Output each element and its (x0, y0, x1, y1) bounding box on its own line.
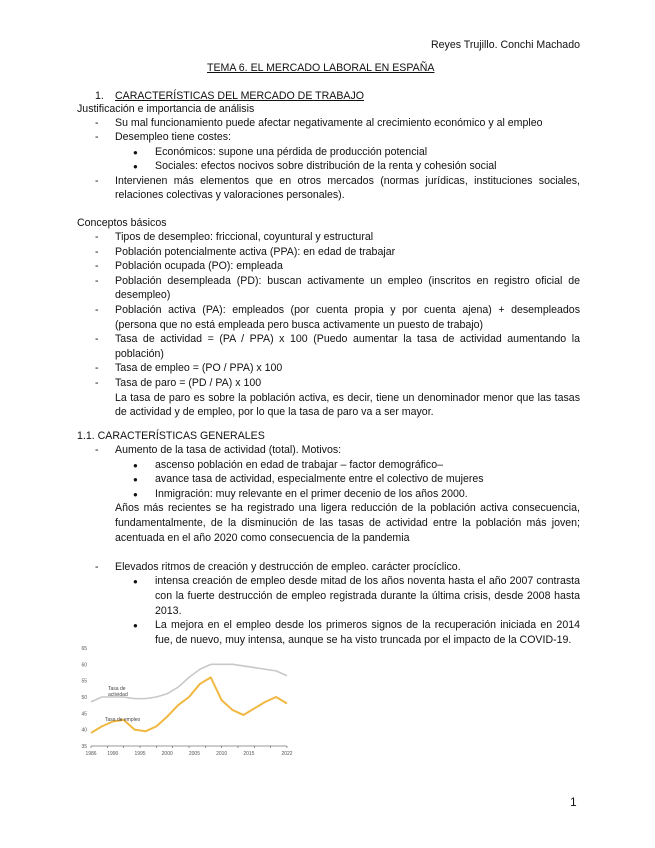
dash-bullet: - (95, 131, 99, 143)
concept-line: (persona que no está empleada pero busca activamente un puesto de trabajo) (115, 318, 484, 331)
list-item: Su mal funcionamiento puede afectar negativamente al crecimiento económico y al empleo (115, 117, 543, 129)
list-item: Económicos: supone una pérdida de producción potencial (155, 146, 428, 158)
list-item: ascenso población en edad de trabajar – factor demográfico– (155, 458, 443, 471)
dash-bullet: - (95, 274, 99, 287)
dash-bullet: - (95, 260, 99, 273)
header-author: Reyes Trujillo. Conchi Machado (431, 39, 580, 51)
list-item: 2013. (155, 604, 182, 617)
list-item: intensa creación de empleo desde mitad de los años noventa hasta el año 2007 contrasta (155, 575, 580, 588)
x-tick-label: 2010 (216, 751, 228, 757)
concept-line: de actividad y de empleo, por lo que la tasa de paro va a ser mayor. (115, 406, 434, 419)
list-item: relaciones colectivas y valoraciones personales). (115, 189, 345, 201)
section-number: 1. (95, 90, 104, 102)
concept-line: La tasa de paro es sobre la población activa, es decir, tiene un denominador menor que las tasas (115, 391, 580, 404)
concept-line: Tasa de empleo = (PO / PPA) x 100 (115, 362, 283, 375)
concept-line: población) (115, 347, 164, 360)
list-item: Sociales: efectos nocivos sobre distribución de la renta y cohesión social (155, 160, 497, 172)
list-item: fue, de nuevo, muy intensa, aunque se ha visto truncada por el impacto de la COVID-19. (155, 633, 572, 646)
bullet-icon: ● (133, 148, 138, 157)
list-item: Años más recientes se ha registrado una ligera reducción de la población activa consecuencia, (115, 502, 580, 515)
bullet-icon: ● (133, 162, 138, 171)
bullet-icon: ● (133, 460, 138, 470)
bullet-icon: ● (133, 475, 138, 485)
dash-bullet: - (95, 560, 99, 573)
y-tick-label: 60 (81, 662, 87, 669)
dash-bullet: - (95, 175, 99, 187)
x-tick-label: 2022 (281, 751, 293, 757)
concept-line: Población activa (PA): empleados (por cuenta propia y por cuenta ajena) + desempleados (115, 304, 580, 316)
x-tick-label: 1990 (107, 751, 119, 757)
concept-line: Tasa de paro = (PD / PA) x 100 (115, 377, 262, 389)
subtitle: Justificación e importancia de análisis (77, 103, 255, 115)
bullet-icon: ● (133, 489, 138, 499)
x-tick-label: 2005 (188, 751, 201, 757)
concept-line: Tasa de actividad = (PA / PPA) x 100 (Puedo aumentar la tasa de actividad aumentando la (115, 333, 580, 346)
x-tick-label: 2015 (243, 751, 255, 757)
dash-bullet: - (95, 117, 99, 129)
concept-line: Población ocupada (PO): empleada (115, 260, 283, 273)
concept-line: desempleo) (115, 289, 171, 302)
list-item: fundamentalmente, de la disminución de las tasas de actividad entre la población más joven; (115, 517, 580, 529)
y-tick-label: 65 (81, 646, 87, 652)
dash-bullet: - (95, 245, 99, 258)
page-title: TEMA 6. EL MERCADO LABORAL EN ESPAÑA (207, 62, 435, 74)
page-number: 1 (570, 795, 577, 809)
employment-chart (75, 640, 305, 765)
employment-label: Tasa de empleo (105, 717, 141, 723)
list-item: Intervienen más elementos que en otros mercados (normas jurídicas, instituciones sociales, (115, 175, 580, 187)
list-item: Inmigración: muy relevante en el primer decenio de los años 2000. (155, 487, 468, 500)
list-item: Aumento de la tasa de actividad (total). Motivos: (115, 444, 342, 456)
list-item: con la fuerte destrucción de empleo registrada durante la última crisis, desde 2008 hasta (155, 590, 580, 602)
list-item: acentuada en el año 2020 como consecuencia de la pandemia (115, 531, 410, 544)
list-item: La mejora en el empleo desde los primeros signos de la recuperación iniciada en 2014 (155, 619, 580, 632)
list-item: avance tasa de actividad, especialmente entre el colectivo de mujeres (155, 473, 484, 486)
bullet-icon: ● (133, 621, 138, 631)
dash-bullet: - (95, 304, 99, 316)
concept-line: Población potencialmente activa (PPA): en edad de trabajar (115, 245, 396, 258)
dash-bullet: - (95, 444, 99, 456)
x-tick-label: 2000 (161, 751, 173, 757)
y-tick-label: 35 (81, 744, 87, 750)
list-item: Elevados ritmos de creación y destrucción de empleo. carácter procíclico. (115, 560, 461, 573)
dash-bullet: - (95, 362, 99, 375)
section-heading: CARACTERÍSTICAS DEL MERCADO DE TRABAJO (115, 90, 364, 102)
concept-line: Población desempleada (PD): buscan activamente un empleo (inscritos en registro oficial de (115, 274, 580, 287)
concepts-heading: Conceptos básicos (77, 217, 167, 229)
list-item: Desempleo tiene costes: (115, 131, 232, 143)
activity-label: Tasa de (108, 686, 126, 692)
x-tick-label: 1986 (85, 751, 97, 757)
dash-bullet: - (95, 377, 99, 389)
concept-line: Tipos de desempleo: friccional, coyuntural y estructural (115, 231, 374, 243)
y-tick-label: 45 (81, 711, 87, 718)
bullet-icon: ● (133, 577, 138, 587)
y-tick-label: 50 (81, 695, 87, 701)
y-tick-label: 55 (81, 678, 87, 685)
subsection-heading: 1.1. CARACTERÍSTICAS GENERALES (77, 430, 265, 442)
dash-bullet: - (95, 231, 99, 243)
y-tick-label: 40 (81, 727, 87, 734)
dash-bullet: - (95, 333, 99, 346)
x-tick-label: 1995 (134, 751, 146, 757)
activity-label: actividad (108, 692, 128, 698)
